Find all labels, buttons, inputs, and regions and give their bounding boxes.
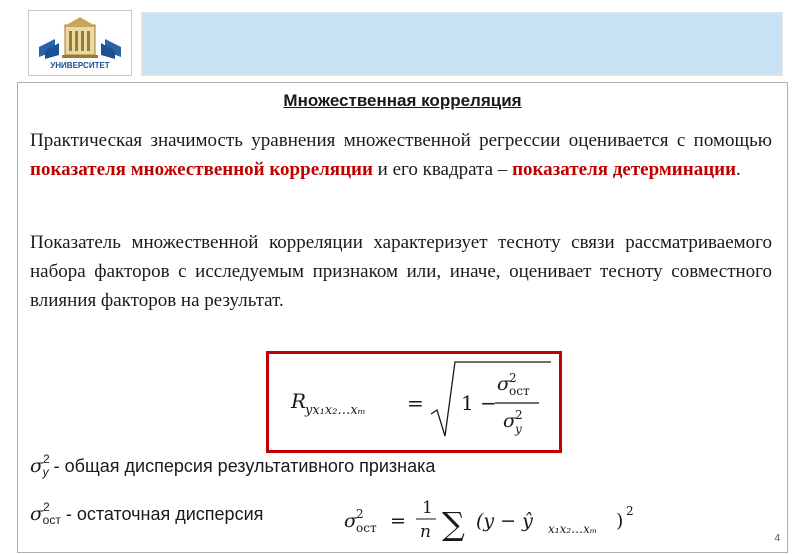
formula-numerator-sup: 2 xyxy=(509,371,517,385)
sigma-res-sub: ост xyxy=(42,513,61,527)
res-formula-body-sub: x₁x₂…xₘ xyxy=(548,522,598,536)
formula-equals: = xyxy=(407,391,424,415)
para1-text-2: и его квадрата – xyxy=(372,159,513,180)
header-banner xyxy=(141,12,783,76)
logo-caption: УНИВЕРСИТЕТ xyxy=(50,61,110,70)
correlation-formula xyxy=(269,354,559,450)
legend-total-variance xyxy=(30,452,436,479)
res-formula-frac-den: n xyxy=(420,522,431,542)
res-formula-body: (y − ŷ xyxy=(476,510,533,532)
res-formula-sigma: σ xyxy=(344,510,357,532)
formula-numerator-sigma: σ xyxy=(497,373,510,395)
formula-r-subscript: yx₁x₂…xₘ xyxy=(305,403,366,418)
legend-total-variance-text: - общая дисперсия результативного признака xyxy=(48,456,436,476)
res-formula-frac-num: 1 xyxy=(422,498,433,518)
para1-text-1: Практическая значимость уравнения множественной регрессии оценивается с помощью xyxy=(30,130,772,151)
para1-text-3: . xyxy=(736,159,741,180)
residual-variance-formula xyxy=(334,493,674,543)
sigma-y-sub: y xyxy=(42,465,49,479)
sigma-y-symbol: σ xyxy=(30,455,43,477)
highlight-multiple-correlation: показателя множественной корреляции xyxy=(30,159,373,180)
sum-symbol: ∑ xyxy=(442,505,465,543)
formula-denominator-sigma: σ xyxy=(503,410,516,432)
university-logo xyxy=(28,10,132,76)
formula-r: R xyxy=(291,389,307,413)
sigma-res-sup: 2 xyxy=(42,500,50,514)
sigma-y-sup: 2 xyxy=(42,452,50,466)
formula-denominator-sup: 2 xyxy=(515,408,523,422)
paragraph-significance xyxy=(30,126,772,184)
formula-denominator-sub: y xyxy=(515,422,522,436)
slide-content xyxy=(17,82,788,553)
legend-residual-variance xyxy=(30,498,770,547)
highlight-determination: показателя детерминации xyxy=(512,159,737,180)
res-formula-sup: 2 xyxy=(356,507,364,521)
slide-title: Множественная корреляция xyxy=(283,91,522,110)
res-formula-body-sup: 2 xyxy=(626,504,634,518)
page-number: 4 xyxy=(774,533,780,544)
correlation-formula-box xyxy=(266,351,562,453)
res-formula-close: ) xyxy=(616,510,624,532)
formula-one-minus: 1 − xyxy=(461,391,497,415)
res-formula-sub: ост xyxy=(356,521,377,535)
paragraph-definition: Показатель множественной корреляции характеризует тесноту связи рассматриваемого набора факторов с исследуемым признаком или, иначе, оценивает тесноту совместного влияния факторов на результат. xyxy=(30,232,772,311)
legend-residual-variance-text: - остаточная дисперсия xyxy=(60,504,264,524)
sigma-res-symbol: σ xyxy=(30,503,43,525)
formula-numerator-sub: ост xyxy=(509,384,530,398)
res-formula-equals: = xyxy=(390,510,406,532)
